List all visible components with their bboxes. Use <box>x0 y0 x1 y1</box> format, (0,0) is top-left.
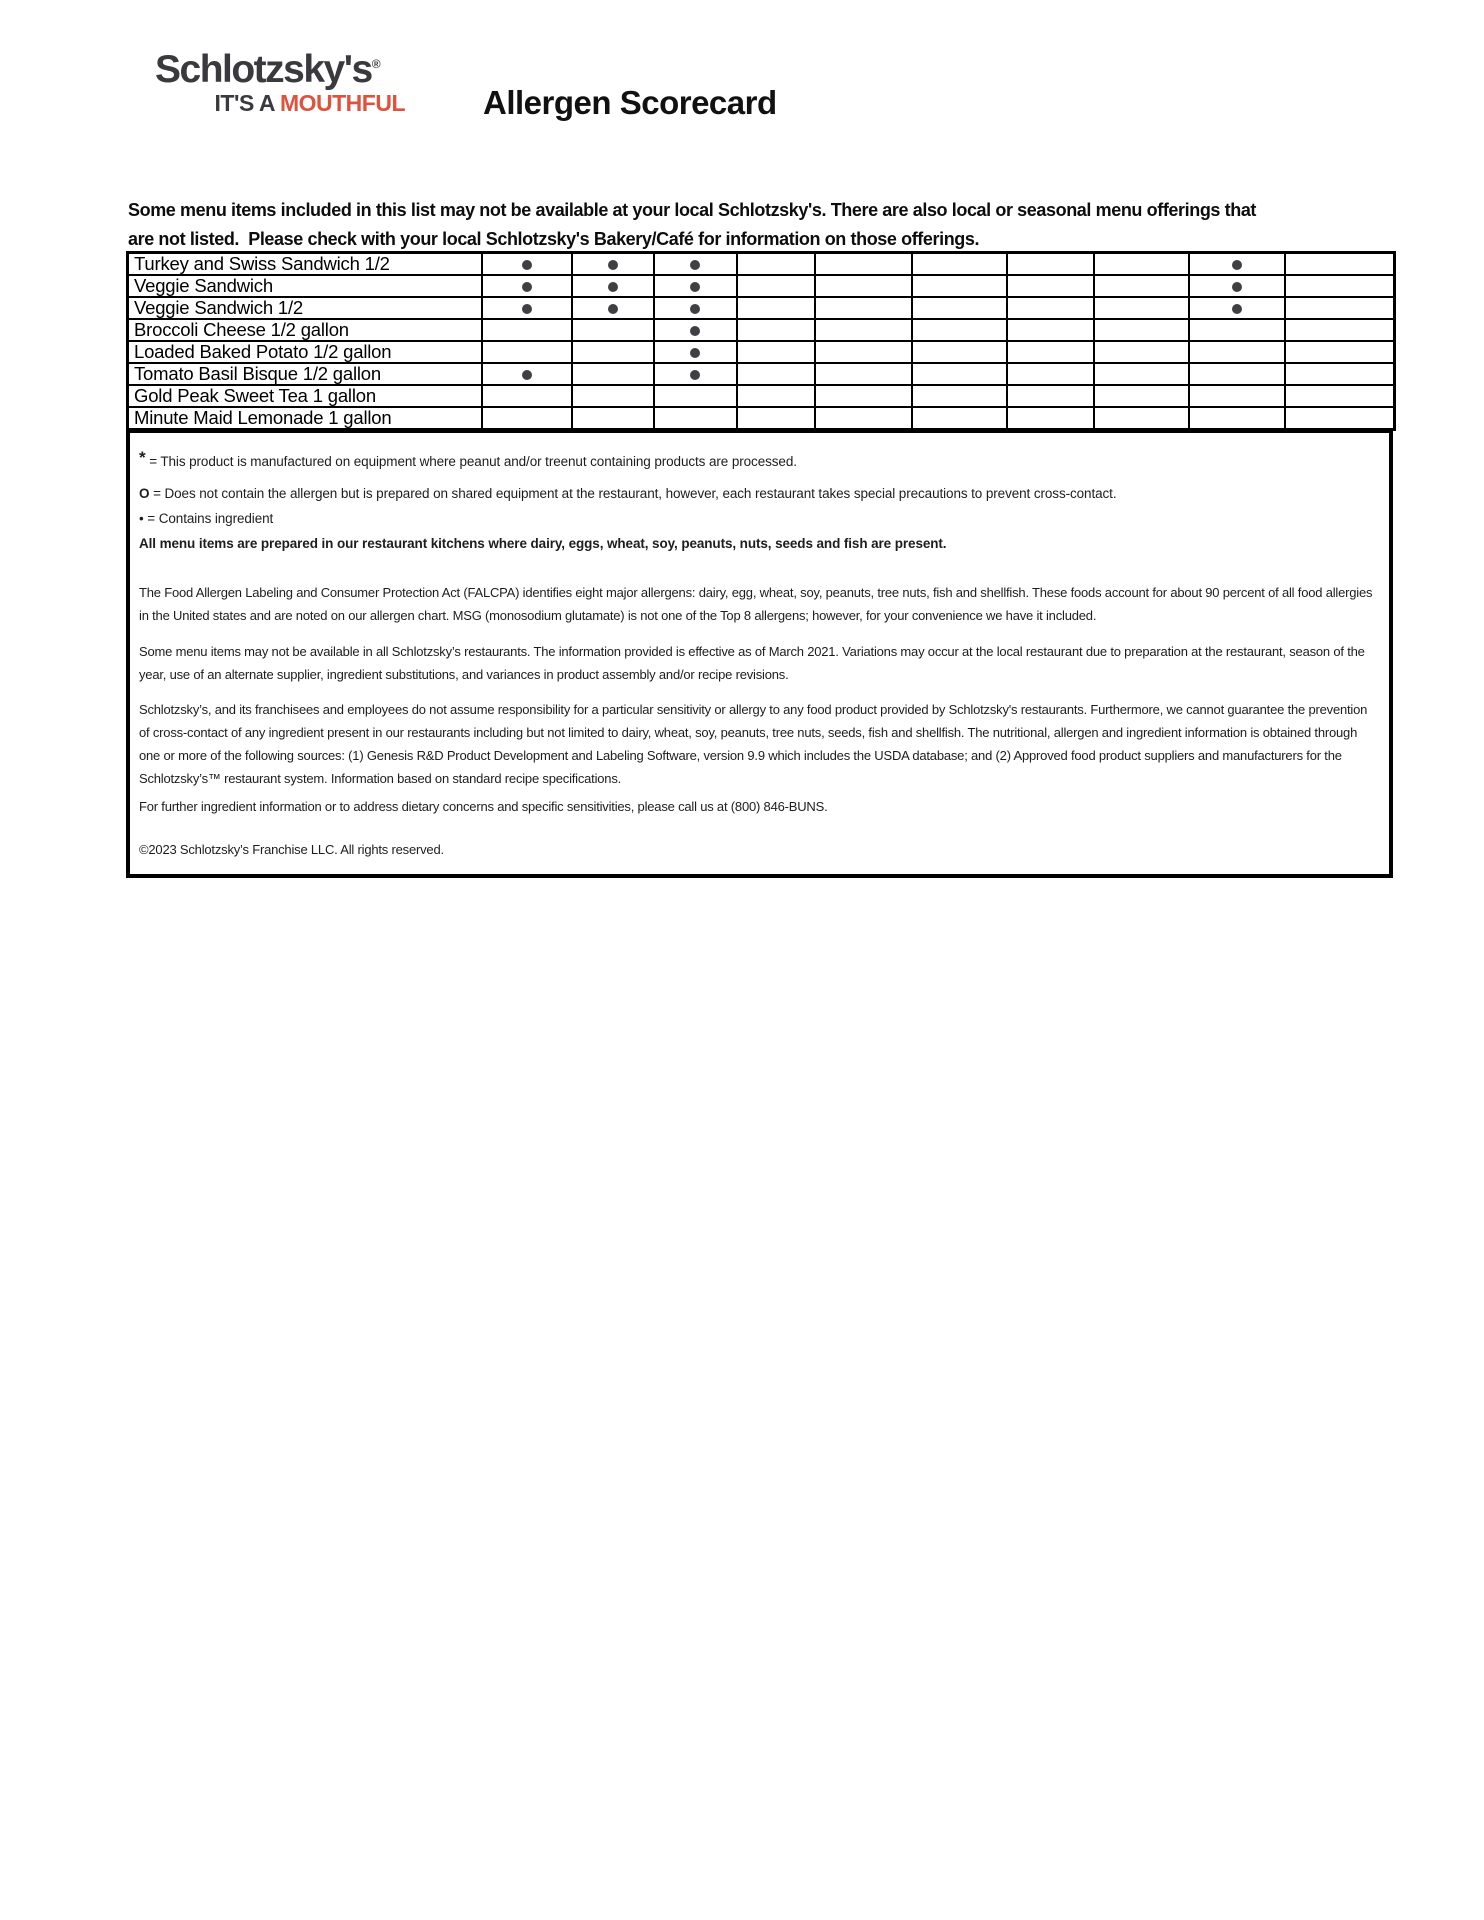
asterisk-symbol: * <box>139 448 146 467</box>
contains-ingredient-dot <box>1232 304 1242 314</box>
allergen-cell-empty <box>815 341 912 363</box>
allergen-cell-empty <box>1007 319 1094 341</box>
contact-info-line: For further ingredient information or to address dietary concerns and specific sensitivities, please call us at (800) 846-BUNS. <box>139 799 828 814</box>
allergen-cell-empty <box>815 275 912 297</box>
allergen-cell-empty <box>1285 253 1395 276</box>
contains-ingredient-dot <box>1232 260 1242 270</box>
allergen-cell-empty <box>912 407 1007 430</box>
logo-tagline-prefix: IT'S A <box>214 90 280 116</box>
menu-item-label: Broccoli Cheese 1/2 gallon <box>128 319 482 341</box>
allergen-cell-empty <box>737 297 815 319</box>
allergen-cell-empty <box>1285 275 1395 297</box>
allergen-cell-empty <box>737 407 815 430</box>
table-row <box>128 407 1395 430</box>
disclaimer-box <box>126 429 1393 878</box>
allergen-cell-empty <box>1007 385 1094 407</box>
allergen-cell-empty <box>1094 363 1189 385</box>
allergen-cell-marked <box>1189 253 1285 276</box>
allergen-cell-empty <box>482 385 572 407</box>
allergen-cell-empty <box>654 385 737 407</box>
availability-note <box>128 196 1256 254</box>
allergen-cell-empty <box>1094 407 1189 430</box>
table-row <box>128 385 1395 407</box>
allergen-cell-empty <box>815 319 912 341</box>
allergen-cell-marked <box>572 253 654 276</box>
legend-asterisk-line <box>139 447 1377 473</box>
allergen-cell-empty <box>572 341 654 363</box>
allergen-cell-marked <box>654 297 737 319</box>
legend-dot-text: = Contains ingredient <box>147 511 274 526</box>
allergen-cell-empty <box>1189 341 1285 363</box>
menu-item-label: Loaded Baked Potato 1/2 gallon <box>128 341 482 363</box>
allergen-cell-marked <box>654 341 737 363</box>
menu-item-label: Veggie Sandwich 1/2 <box>128 297 482 319</box>
contains-ingredient-dot <box>522 304 532 314</box>
allergen-cell-marked <box>482 253 572 276</box>
table-row <box>128 319 1395 341</box>
allergen-cell-empty <box>482 407 572 430</box>
copyright-line: ©2023 Schlotzsky’s Franchise LLC. All rights reserved. <box>139 842 444 857</box>
logo-wordmark-text: Schlotzsky's <box>155 48 372 91</box>
allergen-cell-empty <box>572 407 654 430</box>
allergen-cell-empty <box>912 363 1007 385</box>
allergen-cell-empty <box>572 385 654 407</box>
availability-disclaimer-paragraph: Some menu items may not be available in all Schlotzsky’s restaurants. The information provided is effective as of March 2021. Variations may occur at the local restaurant due to preparation at the restaurant, season of the year, use of an alternate supplier, ingredient substitutions, and variances in product assembly and/or recipe revisions. <box>139 644 1365 682</box>
allergen-cell-empty <box>1007 407 1094 430</box>
table-row <box>128 253 1395 276</box>
contains-ingredient-dot <box>690 304 700 314</box>
allergen-cell-empty <box>737 341 815 363</box>
registered-trademark-icon: ® <box>371 57 381 71</box>
allergen-cell-empty <box>912 253 1007 276</box>
allergen-cell-empty <box>1007 297 1094 319</box>
logo-tagline-accent: MOUTHFUL <box>279 90 405 116</box>
menu-item-label: Minute Maid Lemonade 1 gallon <box>128 407 482 430</box>
schlotzskys-logo <box>155 50 405 116</box>
allergen-cell-empty <box>737 363 815 385</box>
logo-wordmark <box>155 50 405 89</box>
allergen-cell-empty <box>1285 297 1395 319</box>
kitchen-allergen-notice: All menu items are prepared in our restaurant kitchens where dairy, eggs, wheat, soy, peanuts, nuts, seeds and fish are present. <box>139 536 947 551</box>
allergen-cell-empty <box>815 297 912 319</box>
allergen-cell-empty <box>572 319 654 341</box>
table-row <box>128 341 1395 363</box>
contains-ingredient-dot <box>690 260 700 270</box>
allergen-cell-empty <box>482 319 572 341</box>
allergen-cell-empty <box>1285 319 1395 341</box>
allergen-cell-empty <box>1094 253 1189 276</box>
allergen-cell-empty <box>737 253 815 276</box>
allergen-cell-empty <box>1285 341 1395 363</box>
allergen-cell-empty <box>737 385 815 407</box>
contains-ingredient-dot <box>608 282 618 292</box>
contains-ingredient-dot <box>522 370 532 380</box>
availability-note-line: Some menu items included in this list may not be available at your local Schlotzsky's. There are also local or seasonal menu offerings that <box>128 200 1257 220</box>
allergen-cell-empty <box>1094 385 1189 407</box>
contains-ingredient-dot <box>522 260 532 270</box>
allergen-cell-marked <box>482 275 572 297</box>
menu-item-label: Tomato Basil Bisque 1/2 gallon <box>128 363 482 385</box>
allergen-cell-empty <box>1285 363 1395 385</box>
allergen-cell-empty <box>815 407 912 430</box>
allergen-cell-empty <box>912 297 1007 319</box>
allergen-cell-empty <box>1189 385 1285 407</box>
allergen-cell-empty <box>815 253 912 276</box>
allergen-cell-marked <box>1189 297 1285 319</box>
table-row <box>128 297 1395 319</box>
allergen-cell-empty <box>1094 275 1189 297</box>
table-row <box>128 363 1395 385</box>
allergen-cell-empty <box>1094 341 1189 363</box>
allergen-cell-empty <box>1189 407 1285 430</box>
contains-ingredient-dot <box>522 282 532 292</box>
allergen-cell-marked <box>482 363 572 385</box>
allergen-cell-empty <box>912 385 1007 407</box>
allergen-cell-marked <box>572 275 654 297</box>
contains-ingredient-dot <box>690 326 700 336</box>
allergen-cell-marked <box>654 363 737 385</box>
availability-note-line: are not listed. Please check with your local Schlotzsky's Bakery/Café for information on those offerings. <box>128 229 980 249</box>
allergen-cell-empty <box>1094 297 1189 319</box>
allergen-cell-empty <box>737 275 815 297</box>
allergen-cell-empty <box>1007 341 1094 363</box>
allergen-cell-marked <box>654 275 737 297</box>
allergen-cell-empty <box>737 319 815 341</box>
allergen-cell-empty <box>482 341 572 363</box>
allergen-cell-empty <box>1285 407 1395 430</box>
legend-o-line <box>139 483 1377 505</box>
allergen-cell-empty <box>572 363 654 385</box>
page-title: Allergen Scorecard <box>483 84 777 121</box>
falcpa-paragraph: The Food Allergen Labeling and Consumer Protection Act (FALCPA) identifies eight major allergens: dairy, egg, wheat, soy, peanuts, tree nuts, fish and shellfish. These foods account for about 90 percent of all food allergies in the United states and are noted on our allergen chart. MSG (monosodium glutamate) is not one of the Top 8 allergens; however, for your convenience we have it included. <box>139 585 1373 623</box>
legend-dot-line <box>139 508 1377 530</box>
legend-o-text: = Does not contain the allergen but is prepared on shared equipment at the restaurant, however, each restaurant takes special precautions to prevent cross-contact. <box>153 486 1117 501</box>
o-symbol: O <box>139 486 150 501</box>
allergen-cell-marked <box>654 253 737 276</box>
allergen-cell-empty <box>1007 253 1094 276</box>
allergen-cell-empty <box>912 319 1007 341</box>
contains-ingredient-dot <box>608 260 618 270</box>
allergen-cell-marked <box>1189 275 1285 297</box>
allergen-cell-empty <box>912 275 1007 297</box>
allergen-cell-empty <box>1189 319 1285 341</box>
liability-disclaimer-paragraph: Schlotzsky’s, and its franchisees and employees do not assume responsibility for a particular sensitivity or allergy to any food product provided by Schlotzsky's restaurants. Furthermore, we cannot guarantee the prevention of cross-contact of any ingredient present in our restaurants including but not limited to dairy, wheat, soy, peanuts, tree nuts, seeds, fish and shellfish. The nutritional, allergen and ingredient information is obtained through one or more of the following sources: (1) Genesis R&D Product Development and Labeling Software, version 9.9 which includes the USDA database; and (2) Approved food product suppliers and manufacturers for the Schlotzsky’s™ restaurant system. Information based on standard recipe specifications. <box>139 702 1368 786</box>
menu-item-label: Turkey and Swiss Sandwich 1/2 <box>128 253 482 276</box>
allergen-cell-marked <box>482 297 572 319</box>
table-row <box>128 275 1395 297</box>
allergen-cell-empty <box>1007 275 1094 297</box>
contains-ingredient-dot <box>1232 282 1242 292</box>
legend-asterisk-text: = This product is manufactured on equipment where peanut and/or treenut containing products are processed. <box>149 454 797 469</box>
dot-symbol: • <box>139 511 144 526</box>
contains-ingredient-dot <box>690 282 700 292</box>
allergen-table <box>126 251 1396 431</box>
allergen-cell-marked <box>572 297 654 319</box>
contains-ingredient-dot <box>690 370 700 380</box>
logo-tagline <box>155 91 405 116</box>
allergen-cell-empty <box>815 385 912 407</box>
allergen-cell-empty <box>654 407 737 430</box>
allergen-cell-empty <box>815 363 912 385</box>
allergen-cell-marked <box>654 319 737 341</box>
menu-item-label: Veggie Sandwich <box>128 275 482 297</box>
allergen-cell-empty <box>1189 363 1285 385</box>
contains-ingredient-dot <box>690 348 700 358</box>
contains-ingredient-dot <box>608 304 618 314</box>
allergen-cell-empty <box>1285 385 1395 407</box>
allergen-cell-empty <box>1094 319 1189 341</box>
menu-item-label: Gold Peak Sweet Tea 1 gallon <box>128 385 482 407</box>
allergen-cell-empty <box>1007 363 1094 385</box>
allergen-cell-empty <box>912 341 1007 363</box>
